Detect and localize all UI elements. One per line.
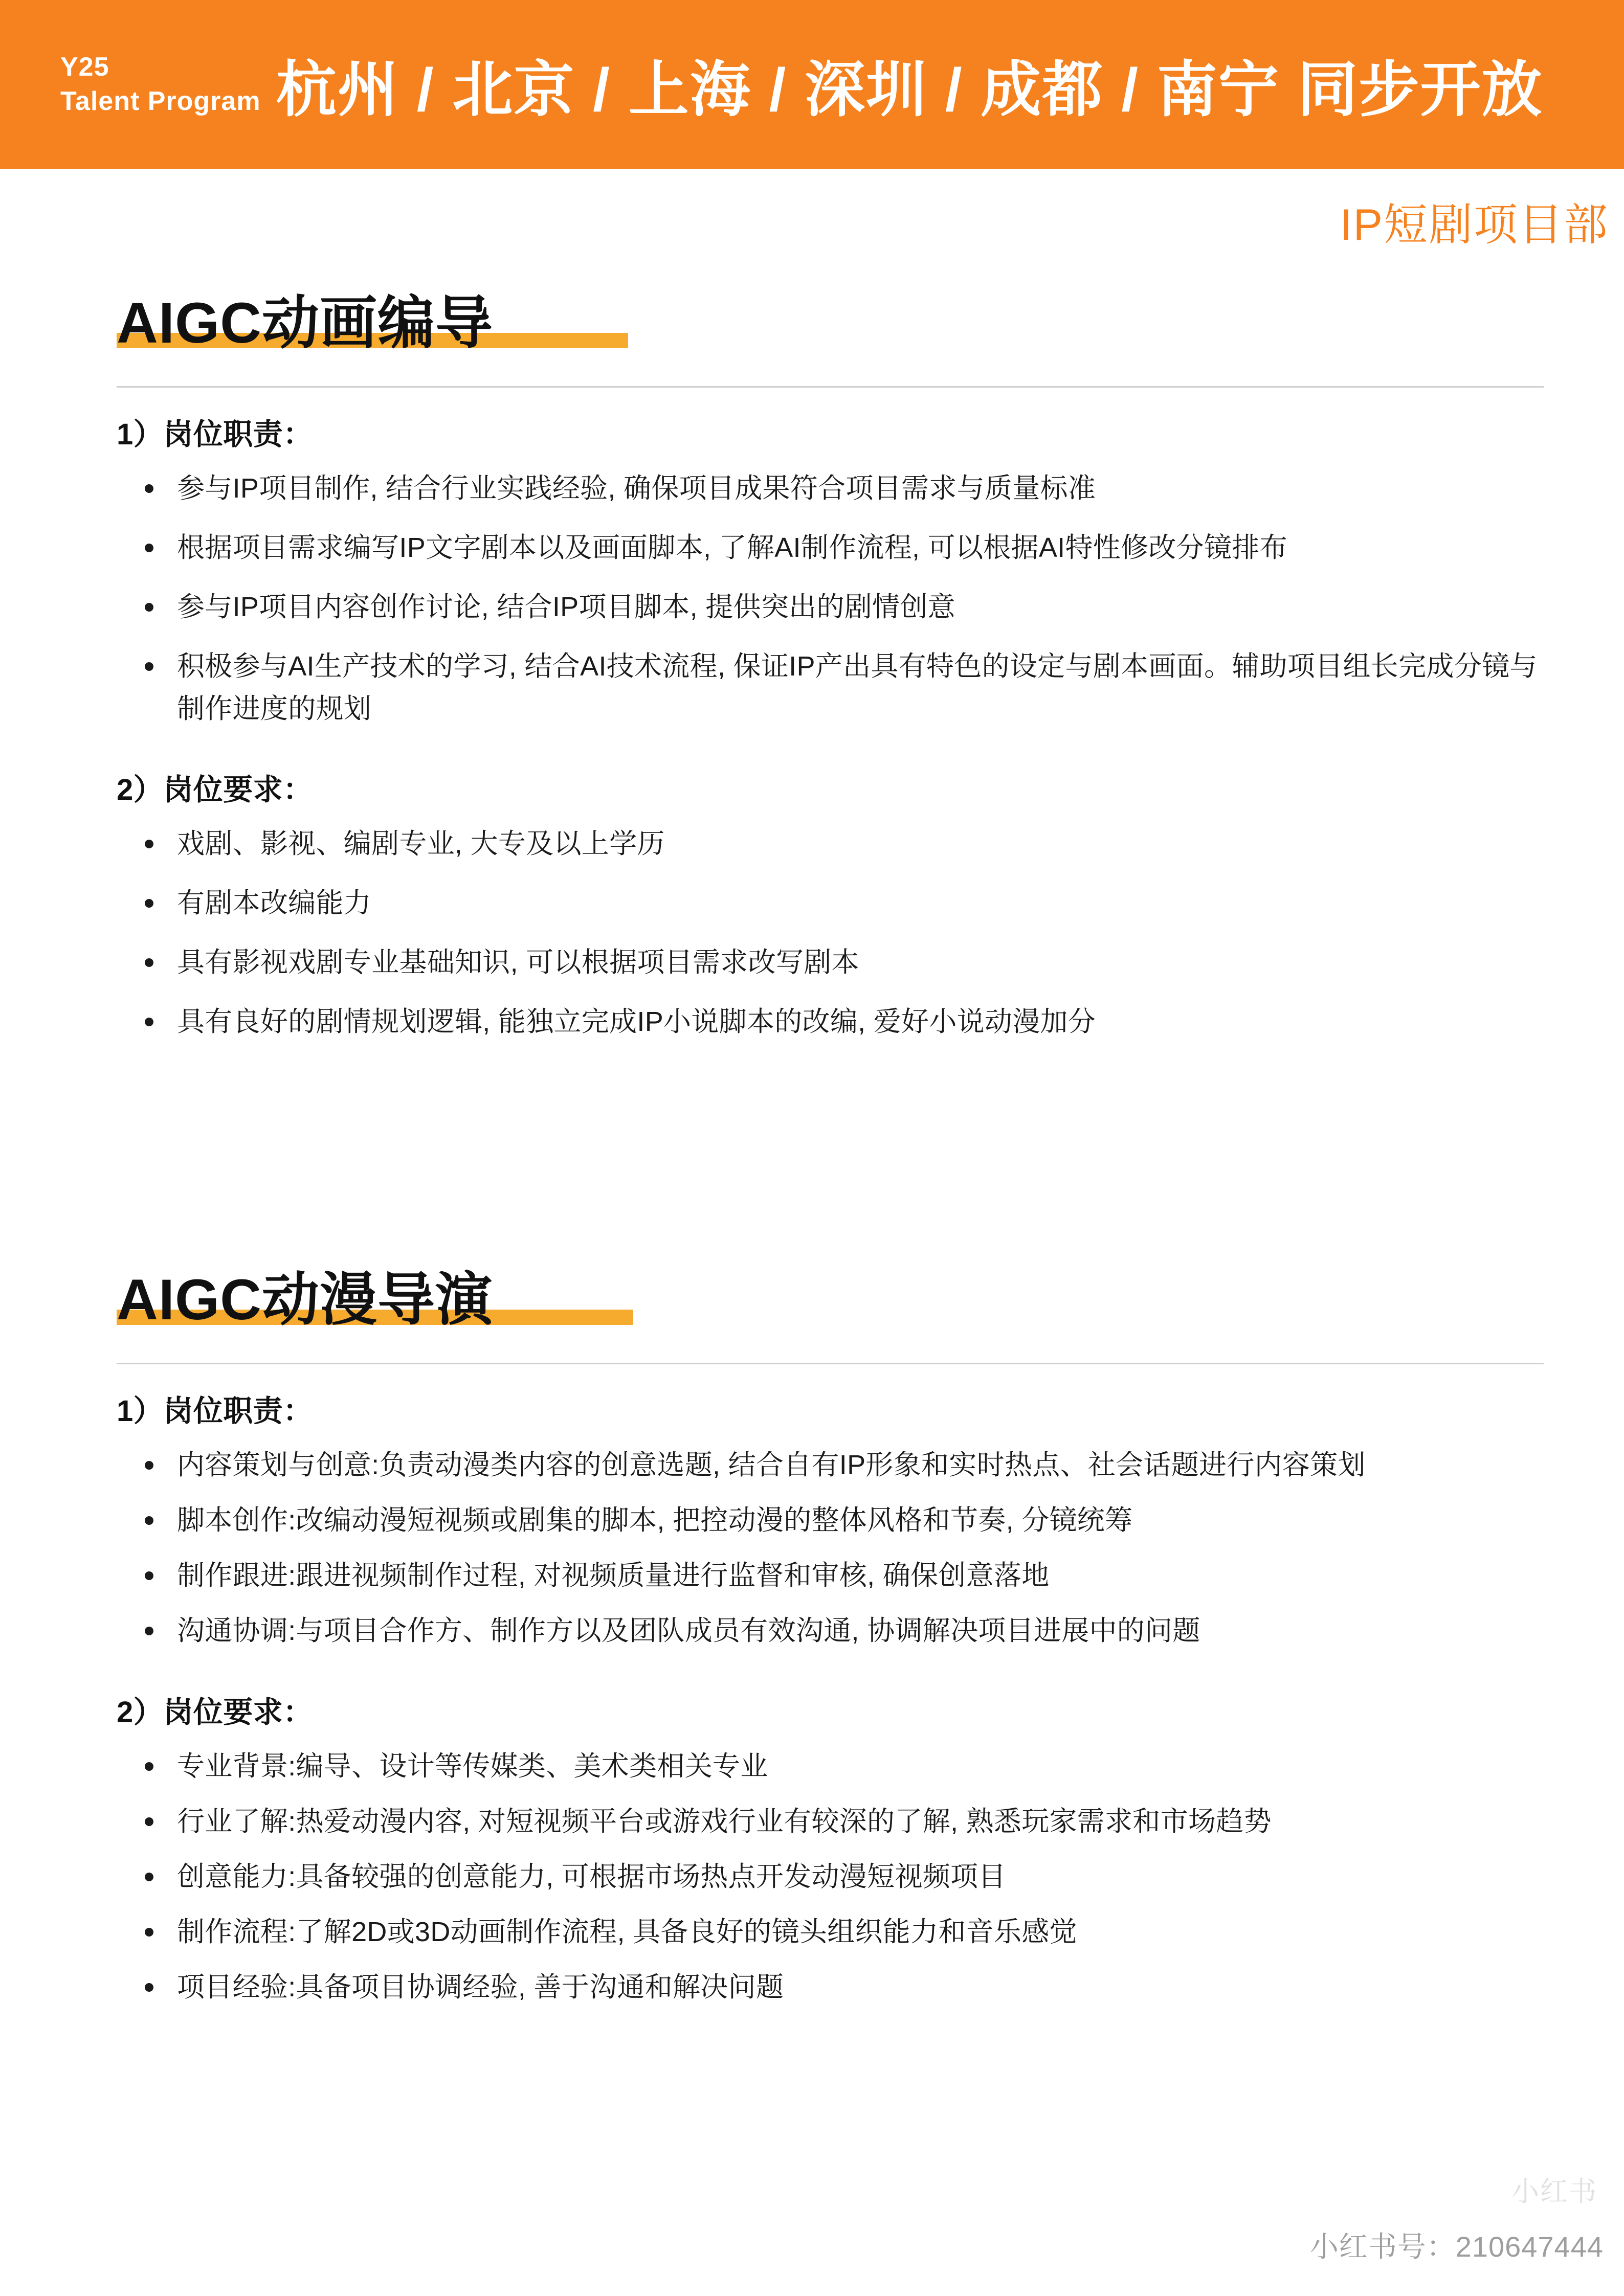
responsibilities-heading: 1）岗位职责：: [117, 418, 313, 452]
job-section: [117, 291, 1549, 1060]
list-item: 具有良好的剧情规划逻辑, 能独立完成IP小说脚本的改编, 爱好小说动漫加分: [117, 1001, 1549, 1043]
watermark-text: 小红书: [1511, 2176, 1597, 2207]
divider: [117, 1363, 1544, 1364]
list-item: 有剧本改编能力: [117, 882, 1549, 924]
list-item: 行业了解:热爱动漫内容, 对短视频平台或游戏行业有较深的了解, 熟悉玩家需求和市场趋势: [117, 1800, 1549, 1842]
brand-line-2: Talent Program: [60, 86, 261, 116]
page-title: AIGC动漫导演: [117, 1268, 493, 1332]
list-item: 专业背景:编导、设计等传媒类、美术类相关专业: [117, 1745, 1549, 1787]
header-cities-text: 杭州 / 北京 / 上海 / 深圳 / 成都 / 南宁 同步开放: [276, 56, 1543, 124]
list-item: 脚本创作:改编动漫短视频或剧集的脚本, 把控动漫的整体风格和节奏, 分镜统筹: [117, 1499, 1549, 1541]
page-title: AIGC动画编导: [117, 291, 493, 355]
list-item: 制作流程:了解2D或3D动画制作流程, 具备良好的镜头组织能力和音乐感觉: [117, 1911, 1549, 1953]
requirements-heading: 2）岗位要求：: [117, 1695, 313, 1729]
requirements-heading: 2）岗位要求：: [117, 773, 313, 806]
list-item: 参与IP项目内容创作讨论, 结合IP项目脚本, 提供突出的剧情创意: [117, 586, 1549, 628]
requirements-list: [117, 823, 1549, 1043]
department-label: IP短剧项目部: [1340, 200, 1609, 250]
list-item: 内容策划与创意:负责动漫类内容的创意选题, 结合自有IP形象和实时热点、社会话题进行内容策划: [117, 1444, 1549, 1486]
divider: [117, 386, 1544, 388]
list-item: 项目经验:具备项目协调经验, 善于沟通和解决问题: [117, 1966, 1549, 2008]
job-title-wrapper: [117, 291, 493, 354]
responsibilities-list: [117, 467, 1549, 729]
list-item: 根据项目需求编写IP文字剧本以及画面脚本, 了解AI制作流程, 可以根据AI特性修改分镜排布: [117, 527, 1549, 569]
footer-account-note: 小红书号：210647444: [1309, 2231, 1604, 2263]
job-title-wrapper: [117, 1268, 493, 1331]
requirements-list: [117, 1745, 1549, 2008]
list-item: 制作跟进:跟进视频制作过程, 对视频质量进行监督和审核, 确保创意落地: [117, 1555, 1549, 1596]
responsibilities-heading: 1）岗位职责：: [117, 1394, 313, 1428]
list-item: 积极参与AI生产技术的学习, 结合AI技术流程, 保证IP产出具有特色的设定与剧本画面。辅助项目组长完成分镜与制作进度的规划: [117, 645, 1549, 729]
job-section: [117, 1268, 1549, 2021]
brand-block: [0, 50, 276, 118]
responsibilities-list: [117, 1444, 1549, 1652]
list-item: 戏剧、影视、编剧专业, 大专及以上学历: [117, 823, 1549, 865]
brand-line-1: Y25: [60, 52, 109, 82]
list-item: 具有影视戏剧专业基础知识, 可以根据项目需求改写剧本: [117, 941, 1549, 983]
list-item: 沟通协调:与项目合作方、制作方以及团队成员有效沟通, 协调解决项目进展中的问题: [117, 1610, 1549, 1652]
header-bar: [0, 0, 1624, 169]
list-item: 参与IP项目制作, 结合行业实践经验, 确保项目成果符合项目需求与质量标准: [117, 467, 1549, 509]
list-item: 创意能力:具备较强的创意能力, 可根据市场热点开发动漫短视频项目: [117, 1856, 1549, 1898]
